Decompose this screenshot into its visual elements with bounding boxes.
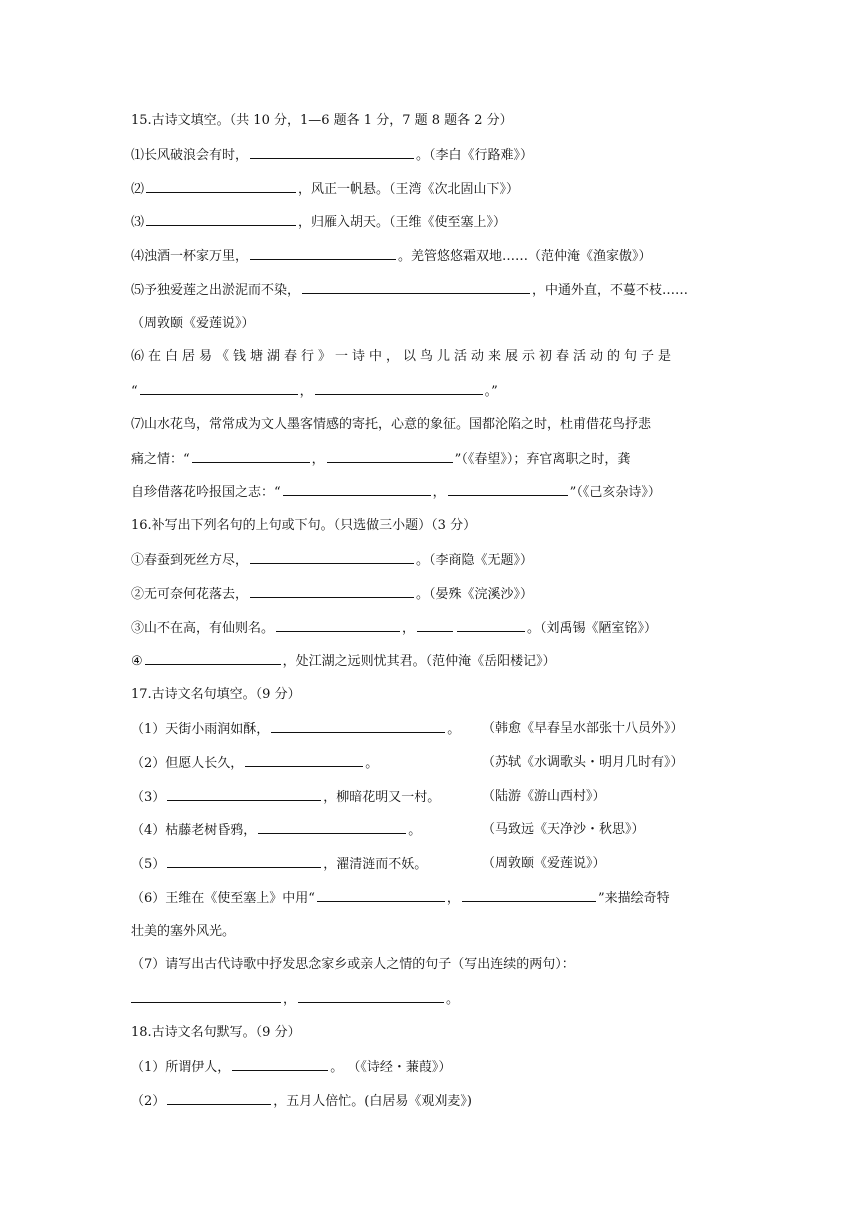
- q17-item-3-source: （陆游《游山西村》）: [482, 789, 606, 804]
- answer-blank[interactable]: [462, 889, 596, 902]
- q15-item-6: ⑹在白居易《钱塘湖春行》一诗中，以鸟儿活动来展示初春活动的句子是: [131, 349, 676, 364]
- q16-item-4: ④ ，处江湖之远则忧其君。（范仲淹《岳阳楼记》）: [131, 654, 556, 669]
- answer-blank[interactable]: [145, 652, 281, 665]
- answer-blank[interactable]: [317, 889, 445, 902]
- answer-blank[interactable]: [146, 213, 296, 226]
- answer-blank[interactable]: [271, 720, 445, 733]
- q16-item-1: ①春蚕到死丝方尽， 。（李商隐《无题》）: [131, 553, 534, 568]
- q18-item-1: （1）所谓伊人， 。 （《诗经・蒹葭》）: [131, 1060, 452, 1075]
- q17-item-5-source: （周敦颐《爱莲说》）: [482, 856, 606, 871]
- q17-item-2: （2）但愿人长久， 。: [131, 756, 379, 771]
- q15-item-2: ⑵ ，风正一帆悬。（王湾《次北固山下》）: [131, 182, 520, 197]
- q18-title: 18.古诗文名句默写。（9 分）: [131, 1025, 301, 1040]
- answer-blank[interactable]: [140, 382, 298, 395]
- q15-item-7: ⑺山水花鸟，常常成为文人墨客情感的寄托，心意的象征。国都沦陷之时，杜甫借花鸟抒悲: [131, 417, 652, 432]
- q17-item-2-source: （苏轼《水调歌头・明月几时有》）: [482, 755, 684, 770]
- q18-item-2: （2） ，五月人倍忙。(白居易《观刈麦》): [131, 1094, 472, 1109]
- q17-item-5: （5） ，濯清涟而不妖。: [131, 857, 428, 872]
- answer-blank[interactable]: [131, 990, 281, 1003]
- answer-blank[interactable]: [457, 619, 525, 632]
- answer-blank[interactable]: [250, 585, 414, 598]
- q15-item-3: ⑶ ，归雁入胡天。（王维《使至塞上》）: [131, 215, 507, 230]
- answer-blank[interactable]: [283, 483, 431, 496]
- answer-blank[interactable]: [146, 180, 296, 193]
- answer-blank[interactable]: [167, 788, 321, 801]
- answer-blank[interactable]: [448, 483, 568, 496]
- q17-item-6-line2: 壮美的塞外风光。: [131, 924, 236, 939]
- answer-blank[interactable]: [417, 619, 453, 632]
- answer-blank[interactable]: [250, 146, 414, 159]
- q17-item-1: （1）天街小雨润如酥， 。: [131, 722, 461, 737]
- q16-title: 16.补写出下列名句的上句或下句。（只选做三小题）（3 分）: [131, 518, 477, 533]
- q16-item-2: ②无可奈何花落去， 。（晏殊《浣溪沙》）: [131, 587, 534, 602]
- answer-blank[interactable]: [258, 821, 406, 834]
- answer-blank[interactable]: [250, 551, 414, 564]
- answer-blank[interactable]: [232, 1058, 328, 1071]
- q17-title: 17.古诗文名句填空。（9 分）: [131, 687, 301, 702]
- q15-item-4: ⑷浊酒一杯家万里， 。羌管悠悠霜双地……（范仲淹《渔家傲》）: [131, 249, 652, 264]
- answer-blank[interactable]: [167, 1092, 271, 1105]
- q15-item-5: ⑸予独爱莲之出淤泥而不染， ，中通外直，不蔓不枝……: [131, 283, 689, 298]
- answer-blank[interactable]: [245, 754, 363, 767]
- q17-item-3: （3） ，柳暗花明又一村。: [131, 790, 441, 805]
- q17-item-7-answers: ， 。: [131, 990, 459, 1008]
- answer-blank[interactable]: [250, 247, 396, 260]
- q15-item-5-source: （周敦颐《爱莲说》）: [131, 316, 255, 331]
- q15-item-6-answers: “ ， 。”: [131, 384, 498, 399]
- q15-title: 15.古诗文填空。（共 10 分，1—6 题各 1 分，7 题 8 题各 2 分）: [131, 113, 513, 128]
- answer-blank[interactable]: [298, 990, 444, 1003]
- q17-item-4: （4）枯藤老树昏鸦， 。: [131, 823, 422, 838]
- answer-blank[interactable]: [192, 450, 310, 463]
- q16-item-3: ③山不在高，有仙则名。 ， 。（刘禹锡《陋室铭》）: [131, 621, 658, 636]
- answer-blank[interactable]: [167, 855, 321, 868]
- answer-blank[interactable]: [315, 382, 483, 395]
- q15-item-7-line3: 自珍借落花吟报国之志：“ ， ”（《己亥杂诗》）: [131, 485, 661, 500]
- q15-item-1: ⑴长风破浪会有时， 。（李白《行路难》）: [131, 148, 534, 163]
- answer-blank[interactable]: [302, 281, 530, 294]
- q15-item-7-line2: 痛之情：“ ， ”（《春望》）；弃官离职之时，龚: [131, 452, 631, 467]
- answer-blank[interactable]: [327, 450, 453, 463]
- q17-item-4-source: （马致远《天净沙・秋思》）: [482, 822, 645, 837]
- answer-blank[interactable]: [276, 619, 400, 632]
- q17-item-6: （6）王维在《使至塞上》中用“ ， ”来描绘奇特: [131, 891, 670, 906]
- q17-item-7: （7）请写出古代诗歌中抒发思念家乡或亲人之情的句子（写出连续的两句）：: [131, 957, 575, 972]
- q17-item-1-source: （韩愈《早春呈水部张十八员外》）: [482, 721, 684, 736]
